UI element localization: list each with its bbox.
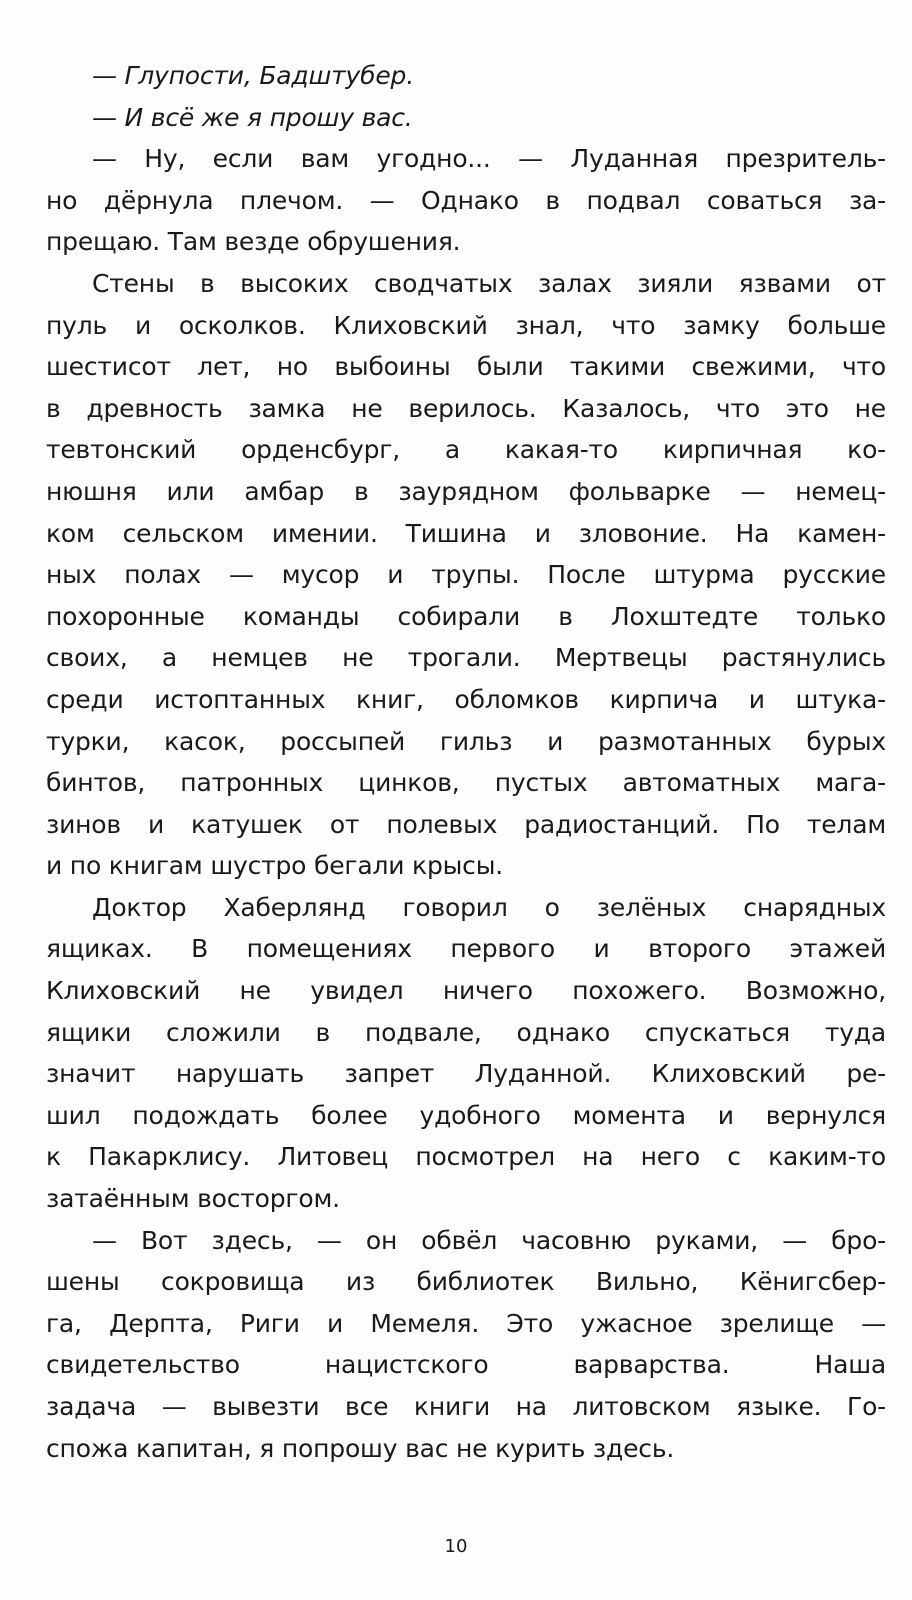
text-line: шестисот лет, но выбоины были такими свежими, что — [46, 352, 886, 382]
text-line: свидетельство нацистского варварства. Наша — [46, 1350, 886, 1380]
text-line: Клиховский не увидел ничего похожего. Возможно, — [46, 976, 886, 1006]
text-line: пуль и осколков. Клиховский знал, что замку больше — [46, 310, 886, 340]
text-line: зинов и катушек от полевых радиостанций. По телам — [46, 809, 886, 839]
text-line: среди истоптанных книг, обломков кирпича и штука- — [46, 684, 886, 714]
text-line: задача — вывезти все книги на литовском языке. Го- — [46, 1392, 886, 1421]
text-line: спожа капитан, я попрошу вас не курить здесь. — [46, 1433, 675, 1463]
text-line: — И всё же я прошу вас. — [92, 102, 413, 132]
text-line: шены сокровища из библиотек Вильно, Кёнигсбер- — [46, 1267, 886, 1297]
text-line: ком сельском имении. Тишина и зловоние. На камен- — [46, 518, 886, 548]
text-line: Доктор Хаберлянд говорил о зелёных снарядных — [92, 892, 886, 922]
text-line: похоронные команды собирали в Лохштедте только — [46, 601, 886, 631]
text-line: — Глупости, Бадштубер. — [92, 61, 414, 90]
text-line: — Вот здесь, — он обвёл часовню руками, — бро- — [92, 1225, 886, 1255]
text-line: Стены в высоких сводчатых залах зияли язвами от — [92, 268, 886, 298]
text-line: в древность замка не верилось. Казалось, что это не — [46, 393, 886, 423]
text-line: и по книгам шустро бегали крысы. — [46, 851, 503, 881]
body-text — [46, 55, 886, 1469]
text-line: га, Дерпта, Риги и Мемеля. Это ужасное зрелище — — [46, 1308, 886, 1338]
text-line: прещаю. Там везде обрушения. — [46, 227, 461, 257]
text-line: нюшня или амбар в заурядном фольварке — немец- — [46, 476, 886, 506]
text-line: значит нарушать запрет Луданной. Клиховский ре- — [46, 1059, 886, 1089]
text-line: ящиках. В помещениях первого и второго этажей — [46, 934, 886, 964]
text-line: ящики сложили в подвале, однако спускаться туда — [46, 1017, 886, 1047]
text-line: но дёрнула плечом. — Однако в подвал соваться за- — [46, 185, 886, 215]
text-line: к Пакарклису. Литовец посмотрел на него с каким-то — [46, 1142, 886, 1172]
text-line: ных полах — мусор и трупы. После штурма русские — [46, 560, 886, 590]
text-line: шил подождать более удобного момента и вернулся — [46, 1100, 886, 1130]
text-line: бинтов, патронных цинков, пустых автоматных мага- — [46, 768, 886, 798]
text-line: тевтонский орденсбург, а какая-то кирпичная ко- — [46, 435, 886, 465]
text-line: затаённым восторгом. — [46, 1184, 340, 1214]
text-line: своих, а немцев не трогали. Мертвецы растянулись — [46, 643, 886, 673]
text-line: турки, касок, россыпей гильз и размотанных бурых — [46, 726, 886, 756]
text-line: — Ну, если вам угодно... — Луданная презритель- — [92, 144, 886, 174]
page-number: 10 — [444, 1536, 468, 1557]
